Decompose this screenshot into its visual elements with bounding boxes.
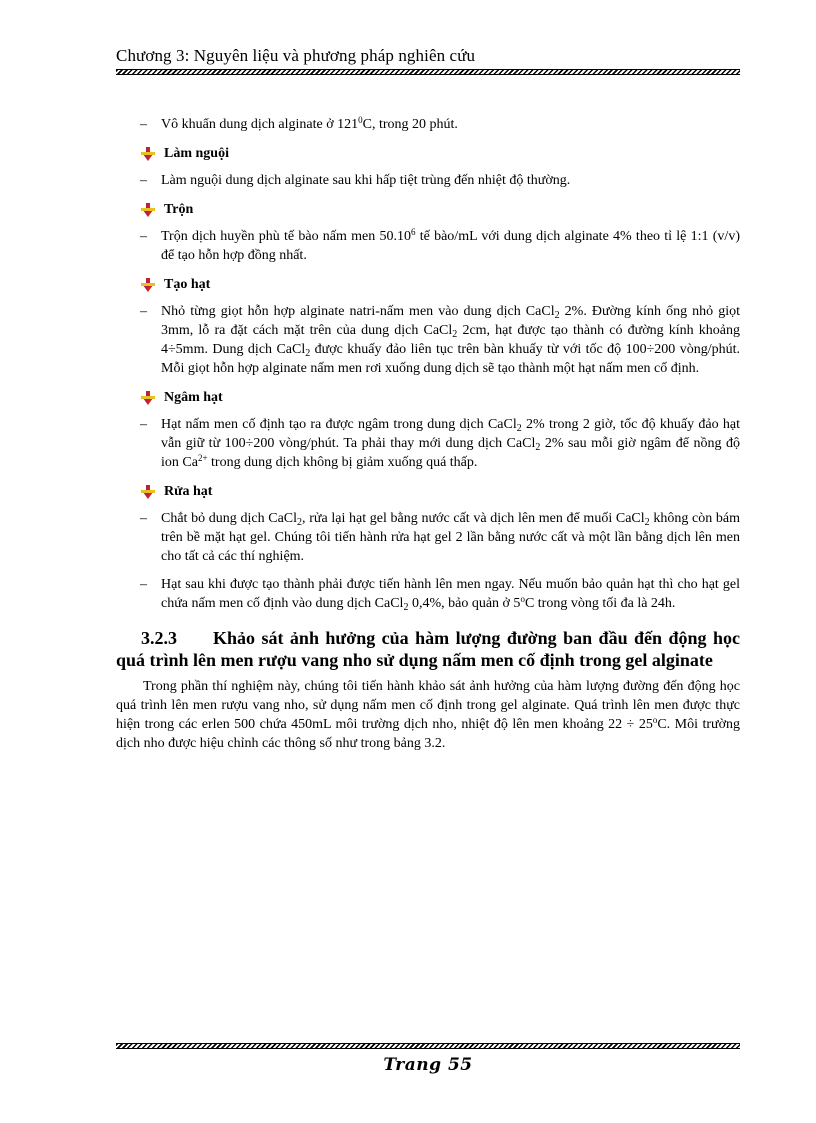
dash-marker: – [140,304,147,319]
bullet-item [116,171,740,190]
superscript: o [652,715,658,725]
arrow-down-icon [141,278,155,292]
dash-marker: – [140,229,147,244]
bullet-item [116,302,740,378]
arrow-down-icon [141,147,155,161]
step-heading [116,387,740,408]
dash-marker: – [140,577,147,592]
text-run: C. Môi trường dịch nho được hiệu chỉnh các thông số như trong bảng 3.2. [116,717,740,751]
text-run: Hạt nấm men cố định tạo ra được ngâm trong dung dịch CaCl [161,417,517,432]
step-heading [116,274,740,295]
chapter-header: Chương 3: Nguyên liệu và phương pháp nghiên cứu [116,46,476,65]
text-run: C, trong 20 phút. [362,117,458,132]
text-run: 2cm, hạt được tạo thành có đường kính khoảng 4÷5mm. Dung dịch CaCl [161,323,741,357]
superscript: 6 [411,227,416,237]
text-run: Trong phần thí nghiệm này, chúng tôi tiến hành khảo sát ảnh hưởng của hàm lượng đường đến động học quá trình lên men rượu vang nho, sử dụng nấm men cố định trong gel alginate. Quá trình lên men được thực hiện trong các erlen 500 chứa 450mL môi trường dịch nho, nhiệt độ lên men khoảng 22 ÷ 25 [116,679,740,732]
subscript: 2 [403,602,409,613]
text-run: Trộn dịch huyền phù tế bào nấm men 50.10 [161,229,411,244]
text-run: tế bào/mL với dung dịch alginate 4% theo tỉ lệ 1:1 (v/v) để tạo hỗn hợp đồng nhất. [161,229,740,263]
superscript: o [520,594,525,604]
text-run: C trong vòng tối đa là 24h. [524,596,676,611]
subscript: 2 [297,517,303,528]
section-title-text: Khảo sát ảnh hưởng của hàm lượng đường ban đầu đến động học quá trình lên men rượu vang nho sử dụng nấm men cố định trong gel alginate [116,628,740,670]
body-paragraph [116,677,740,753]
bullet-item [116,415,740,472]
text-run: trong dung dịch không bị giảm xuống quá thấp. [207,455,478,470]
bullet-item [116,509,740,566]
text-run: Vô khuẩn dung dịch alginate ở 121 [161,117,359,132]
subscript: 2 [516,423,522,434]
step-heading-label: Tạo hạt [164,277,211,292]
text-run: được khuấy đảo liên tục trên bàn khuấy từ với tốc độ 100÷200 vòng/phút. Mỗi giọt hỗn hợp alginate nấm men rơi xuống dung dịch sẽ tạo thành một hạt nấm men cố định. [161,342,740,376]
text-run: , rửa lại hạt gel bằng nước cất và dịch lên men để muối CaCl [302,511,645,526]
header-divider [116,69,740,75]
text-run: Hạt sau khi được tạo thành phải được tiến hành lên men ngay. Nếu muốn bảo quản hạt thì cho hạt gel chứa nấm men cố định vào dung dịch CaCl [161,577,740,611]
arrow-down-icon [141,485,155,499]
dash-marker: – [140,173,147,188]
arrow-down-icon [141,203,155,217]
text-run: 0,4%, bảo quản ở 5 [408,596,521,611]
superscript: 2+ [197,453,208,463]
step-heading [116,481,740,502]
text-run: 2%. Đường kính ống nhỏ giọt 3mm, lỗ ra đặt cách mặt trên của dung dịch CaCl [161,304,741,338]
bullet-item [116,575,740,613]
subscript: 2 [554,310,560,321]
text-run: Chắt bỏ dung dịch CaCl [161,511,298,526]
page-body [116,115,740,753]
text-run: Làm nguội dung dịch alginate sau khi hấp tiệt trùng đến nhiệt độ thường. [161,173,571,188]
subscript: 2 [535,442,541,453]
bullet-item [116,227,740,265]
step-heading [116,199,740,220]
arrow-down-icon [141,391,155,405]
page-number: Trang 55 [383,1055,473,1075]
step-heading [116,143,740,164]
superscript: 0 [358,115,363,125]
section-heading [116,627,740,671]
subscript: 2 [644,517,650,528]
text-run: Nhỏ từng giọt hỗn hợp alginate natri-nấm men vào dung dịch CaCl [161,304,555,319]
step-heading-label: Rửa hạt [164,484,213,499]
dash-marker: – [140,117,147,132]
footer-divider [116,1043,740,1049]
step-heading-label: Trộn [164,202,194,217]
text-run: không còn bám trên bề mặt hạt gel. Chúng tôi tiến hành rửa hạt gel 2 lần bằng nước cất và một lần bằng dịch lên men cho tất cả các thí nghiệm. [161,511,740,564]
subscript: 2 [452,329,458,340]
dash-marker: – [140,511,147,526]
section-number: 3.2.3 [141,628,177,648]
step-heading-label: Ngâm hạt [164,390,223,405]
text-run: 2% sau mỗi giờ ngâm để nồng độ ion Ca [161,436,740,470]
bullet-item [116,115,740,134]
subscript: 2 [305,348,311,359]
text-run: 2% trong 2 giờ, tốc độ khuấy đảo hạt vẫn giữ từ 100÷200 vòng/phút. Ta phải thay mới dung dịch CaCl [161,417,740,451]
step-heading-label: Làm nguội [164,146,229,161]
dash-marker: – [140,417,147,432]
